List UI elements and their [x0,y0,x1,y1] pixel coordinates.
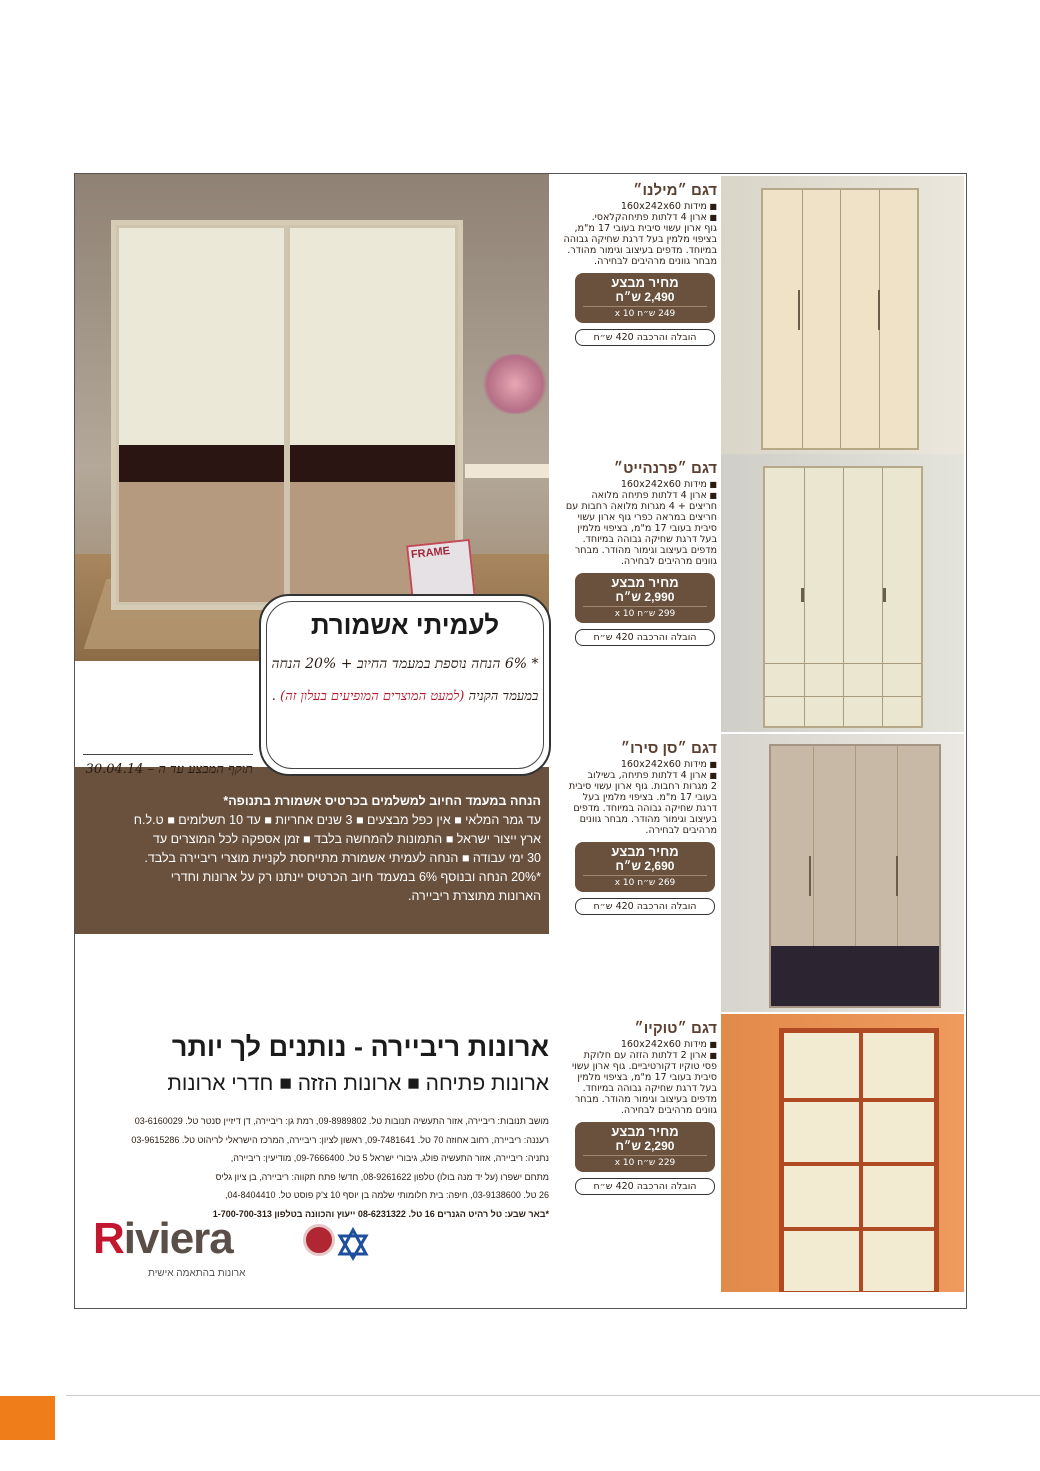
model-photo [721,454,964,732]
terms-line: הנחה במעמד החיוב למשלמים בכרטיס אשמורת בתנופה* [223,794,541,808]
spec-item: ■ מידות 160x242x60 [559,1039,717,1050]
side-table [465,464,549,478]
branch-list [89,1112,549,1223]
terms-line: הארונות מתוצרת ריביירה. [408,889,541,903]
model-desc: חריצים + 4 מגרות מלואה רחבות עם חריצים במראה כפרי גוף ארון עשוי סיבית בעובי 17 מ"מ, בציפוי מלמין בעל דרגת שחיקה גבוהה במיוחד. מדפים בעיצוב וגימור מהודר. מבחר גוונים מרהיבים לבחירה. [565,501,717,567]
valid-until: תוקף המבצע עד ה – 30.04.14 [83,754,253,777]
model-photo [721,1014,964,1292]
model-title: דגם ״מילנו״ [633,182,717,199]
model-photo [721,734,964,1012]
wardrobe-door-left [116,225,287,605]
branch-line: 26 טל. 03-9138600, חיפה: בית חלומותי שלמה בן יוסף 10 צ'ק פוסט טל. 04-8404410, [225,1190,549,1200]
model-desc: פסי טוקיו דקורטיביים. גוף ארון עשוי סיבית בעובי 17 מ"מ, בציפוי מלמין בעל דרגת שחיקה גבוהה במיוחד. מדפים בעיצוב וגימור מהודר. מבחר גוונים מרהיבים לבחירה. [571,1061,717,1116]
delivery-note: הובלה והרכבה 420 ש״ח [575,1178,715,1195]
model-photo [721,176,964,454]
ad-frame [74,173,967,1309]
price-value: 2,490 ש״ח [615,290,675,304]
model-title: דגם ״סן סירו״ [620,740,717,757]
wardrobe-fahrenheit [763,466,923,728]
model-fahrenheit [559,454,964,732]
badge-line1: * 6% הנחה נוספת במעמד החיוב + 20% הנחה [271,656,539,672]
price-box: מחיר מבצע 2,290 ש״ח 229 ש״ח x 10 [575,1122,715,1172]
terms-text [89,792,541,906]
flower-vase [480,354,549,414]
spec-item: ■ מידות 160x242x60 [559,201,717,212]
price-value: 2,690 ש״ח [615,859,675,873]
hero-photo [75,174,549,661]
price-box: מחיר מבצע 2,690 ש״ח 269 ש״ח x 10 [575,842,715,892]
magazine: FRAME [406,539,476,605]
terms-line: עד גמר המלאי ■ אין כפל מבצעים ■ 3 שנים אחריות ■ עד 10 תשלומים ■ ט.ל.ח [133,813,541,827]
branch-line: נתניה: ריביירה, אזור התעשיה פולג, גיבורי ישראל 5 טל. 09-7666400, מודיעין: ריביירה, [230,1153,549,1163]
spec-item: ■ מידות 160x242x60 [559,759,717,770]
badge-line2: במעמד הקניה (למעט המוצרים המופיעים בעלון זה) . [271,689,539,704]
model-tokyo [559,1014,964,1292]
brand-headline: ארונות ריביירה - נותנים לך יותר [171,1032,549,1062]
wardrobe-milano [761,188,919,450]
wardrobe-san-siro [769,744,941,1008]
terms-line: *20% הנחה ובנוסף 6% במעמד חיוב הכרטיס יינתנו רק על ארונות וחדרי [170,870,541,884]
promo-badge [259,594,551,776]
installments: 299 ש״ח x 10 [583,606,707,619]
terms-line: 30 ימי עבודה ■ הנחה לעמיתי אשמורת מתייחסת לקניית מוצרי ריביירה בלבד. [144,851,541,865]
spec-item: ■ ארון 4 דלתות פתיחהקלאסי. [559,212,717,223]
badge-title: לעמיתי אשמורת [310,610,500,640]
delivery-note: הובלה והרכבה 420 ש״ח [575,629,715,646]
spec-item: ■ ארון 4 דלתות פתיחה מלואה [559,490,717,501]
spec-item: ■ ארון 2 דלתות הזזה עם חלוקת [559,1050,717,1061]
price-box: מחיר מבצע 2,990 ש״ח 299 ש״ח x 10 [575,573,715,623]
installments: 269 ש״ח x 10 [583,875,707,888]
model-milano [559,176,964,454]
installments: 229 ש״ח x 10 [583,1155,707,1168]
branch-line: מושב תנובות: ריביירה, אזור התעשיה תנובות טל. 09-8989802, רמת גן: ריביירה, דן דיזיין סנטר טל. 03-6160029 [134,1116,549,1126]
footer-line [66,1395,1040,1396]
model-title: דגם ״טוקיו״ [634,1020,717,1037]
delivery-note: הובלה והרכבה 420 ש״ח [575,329,715,346]
price-box: מחיר מבצע 2,490 ש״ח 249 ש״ח x 10 [575,273,715,323]
spec-item: ■ ארון 4 דלתות פתיחה, בשילוב [559,770,717,781]
model-san-siro [559,734,964,1012]
page-corner-tab [0,1396,55,1440]
model-desc: 2 מגרות רחבות. גוף ארון עשוי סיבית בעובי 17 מ"מ. בציפוי מלמין בעל דרגת שחיקה גבוהה במיוחד. מדפים בעיצוב וגימור מהודר. מבחר גוונים מרהיבים לבחירה. [568,781,717,836]
terms-line: ארץ ייצור ישראל ■ התמונות להמחשה בלבד ■ זמן אספקה לכל המוצרים עד [152,832,541,846]
brand-subline: ארונות פתיחה ■ ארונות הזזה ■ חדרי ארונות [167,1072,549,1095]
made-in-israel-icon [335,1226,371,1262]
price-value: 2,290 ש״ח [615,1139,675,1153]
branch-line: רעננה: ריביירה, רחוב אחוזה 70 טל. 09-7481641, ראשון לציון: ריביירה, המרכז הישראלי לריהוט טל. 03-9615286 [131,1134,549,1145]
price-value: 2,990 ש״ח [615,590,675,604]
model-title: דגם ״פרנהייט״ [613,460,717,477]
riviera-logo: Riviera ארונות בהתאמה אישית [93,1214,246,1279]
branch-line: *באר שבע: טל רהיט הגנרים 16 טל. 08-6231322 ייעוץ והכוונה בטלפון 1-700-700-313 [212,1208,549,1219]
quality-seal-icon [303,1224,335,1256]
installments: 249 ש״ח x 10 [583,306,707,319]
spec-item: ■ מידות 160x242x60 [559,479,717,490]
branch-line: מתחם ישפרו (על יד מנה בולו) טלפון 08-9261622, חדש! פתח תקווה: ריביירה, בן ציון גליס [215,1171,549,1182]
logo-tagline: ארונות בהתאמה אישית [148,1268,246,1279]
delivery-note: הובלה והרכבה 420 ש״ח [575,898,715,915]
wardrobe-tokyo [779,1028,939,1292]
model-desc: גוף ארון עשוי סיבית בעובי 17 מ"מ, בציפוי מלמין בעל דרגת שחיקה גבוהה במיוחד. מדפים בעיצוב וגימור מהודר. מבחר גוונים מרהיבים לבחירה. [563,223,717,267]
